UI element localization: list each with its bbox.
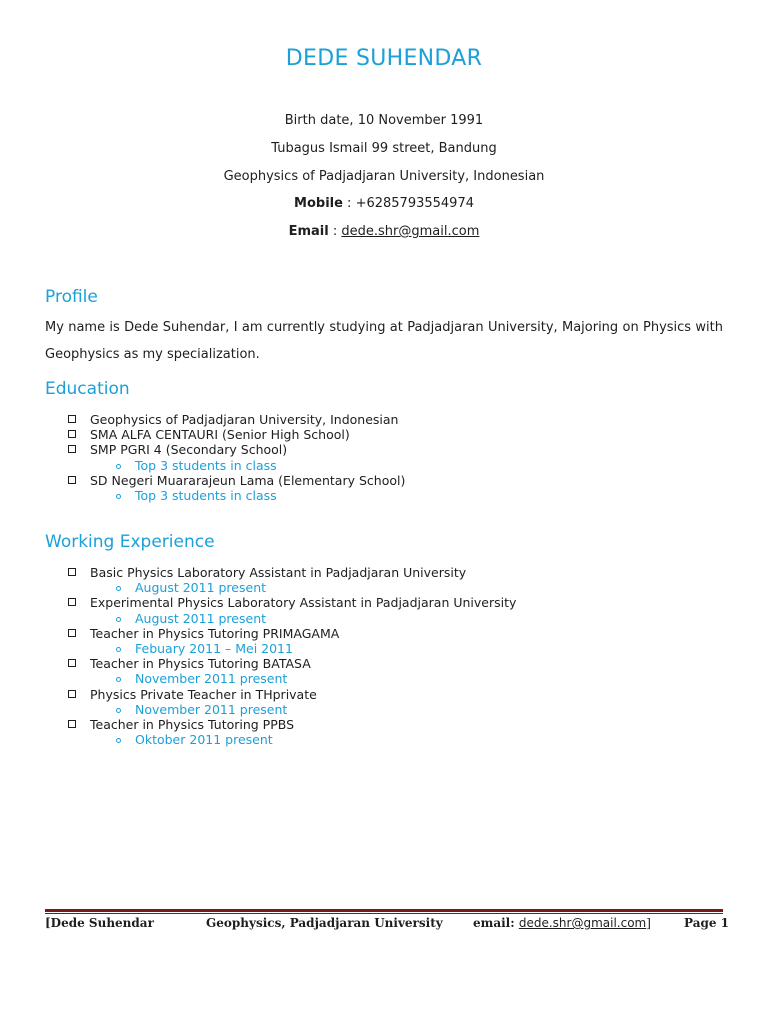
education-item-text: SMA ALFA CENTAURI (Senior High School)	[90, 427, 350, 443]
education-heading: Education	[45, 379, 130, 399]
checkbox-bullet-icon	[68, 430, 76, 438]
experience-item-text: Teacher in Physics Tutoring PPBS	[90, 716, 295, 732]
experience-item-text: Teacher in Physics Tutoring PRIMAGAMA	[90, 625, 340, 641]
footer-email-label: email:	[473, 916, 519, 930]
experience-heading: Working Experience	[45, 532, 215, 552]
candidate-name: DEDE SUHENDAR	[285, 46, 483, 71]
experience-item-text: Basic Physics Laboratory Assistant in Padjadjaran University	[90, 565, 467, 580]
university-line: Geophysics of Padjadjaran University, Indonesian	[223, 169, 545, 184]
birth-date: Birth date, 10 November 1991	[284, 113, 484, 128]
email-link[interactable]: dede.shr@gmail.com	[341, 224, 480, 239]
education-item-text: SD Negeri Muararajeun Lama (Elementary School)	[90, 472, 406, 488]
education-item-text: Geophysics of Padjadjaran University, Indonesian	[90, 412, 399, 427]
experience-subitem-text: Oktober 2011 present	[135, 732, 273, 748]
checkbox-bullet-icon	[68, 598, 76, 606]
checkbox-bullet-icon	[68, 476, 76, 484]
circle-bullet-icon	[116, 494, 121, 499]
footer-rule-thin	[45, 913, 723, 914]
experience-subitem-text: November 2011 present	[135, 701, 288, 717]
education-subitem-text: Top 3 students in class	[135, 457, 277, 473]
mobile-value: : +6285793554974	[342, 196, 474, 211]
experience-subitem-text: Febuary 2011 – Mei 2011	[135, 640, 293, 656]
experience-subitem-text: November 2011 present	[135, 671, 288, 687]
email-label: Email	[288, 224, 329, 239]
checkbox-bullet-icon	[68, 445, 76, 453]
experience-item-text: Physics Private Teacher in THprivate	[90, 686, 317, 702]
address: Tubagus Ismail 99 street, Bandung	[271, 141, 497, 156]
footer-rule-thick	[45, 909, 723, 912]
footer-email-link[interactable]: dede.shr@gmail.com	[518, 916, 647, 930]
email-line	[0, 224, 768, 239]
profile-heading: Profile	[45, 287, 98, 307]
education-item-text: SMP PGRI 4 (Secondary School)	[90, 442, 288, 458]
experience-item-text: Experimental Physics Laboratory Assistant in Padjadjaran University	[90, 595, 517, 611]
checkbox-bullet-icon	[68, 659, 76, 667]
footer-page-number: Page 1	[684, 916, 730, 930]
experience-subitem-text: August 2011 present	[135, 580, 267, 596]
footer-email	[473, 916, 651, 930]
mobile-label: Mobile	[294, 196, 343, 211]
checkbox-bullet-icon	[68, 629, 76, 637]
circle-bullet-icon	[116, 738, 121, 743]
footer-name: [Dede Suhendar	[45, 916, 154, 930]
experience-item-text: Teacher in Physics Tutoring BATASA	[90, 656, 311, 672]
circle-bullet-icon	[116, 708, 121, 713]
footer-affiliation: Geophysics, Padjadjaran University	[206, 916, 443, 930]
checkbox-bullet-icon	[68, 568, 76, 576]
mobile-line	[0, 196, 768, 211]
checkbox-bullet-icon	[68, 720, 76, 728]
circle-bullet-icon	[116, 617, 121, 622]
education-subitem-text: Top 3 students in class	[135, 487, 277, 503]
email-separator: :	[328, 224, 342, 239]
circle-bullet-icon	[116, 677, 121, 682]
circle-bullet-icon	[116, 647, 121, 652]
experience-subitem-text: August 2011 present	[135, 610, 267, 626]
checkbox-bullet-icon	[68, 415, 76, 423]
circle-bullet-icon	[116, 464, 121, 469]
checkbox-bullet-icon	[68, 690, 76, 698]
footer-email-close: ]	[646, 916, 651, 930]
circle-bullet-icon	[116, 586, 121, 591]
profile-text: My name is Dede Suhendar, I am currently studying at Padjadjaran University, Majoring on Physics with Geophysics as my specialization.	[45, 320, 723, 362]
